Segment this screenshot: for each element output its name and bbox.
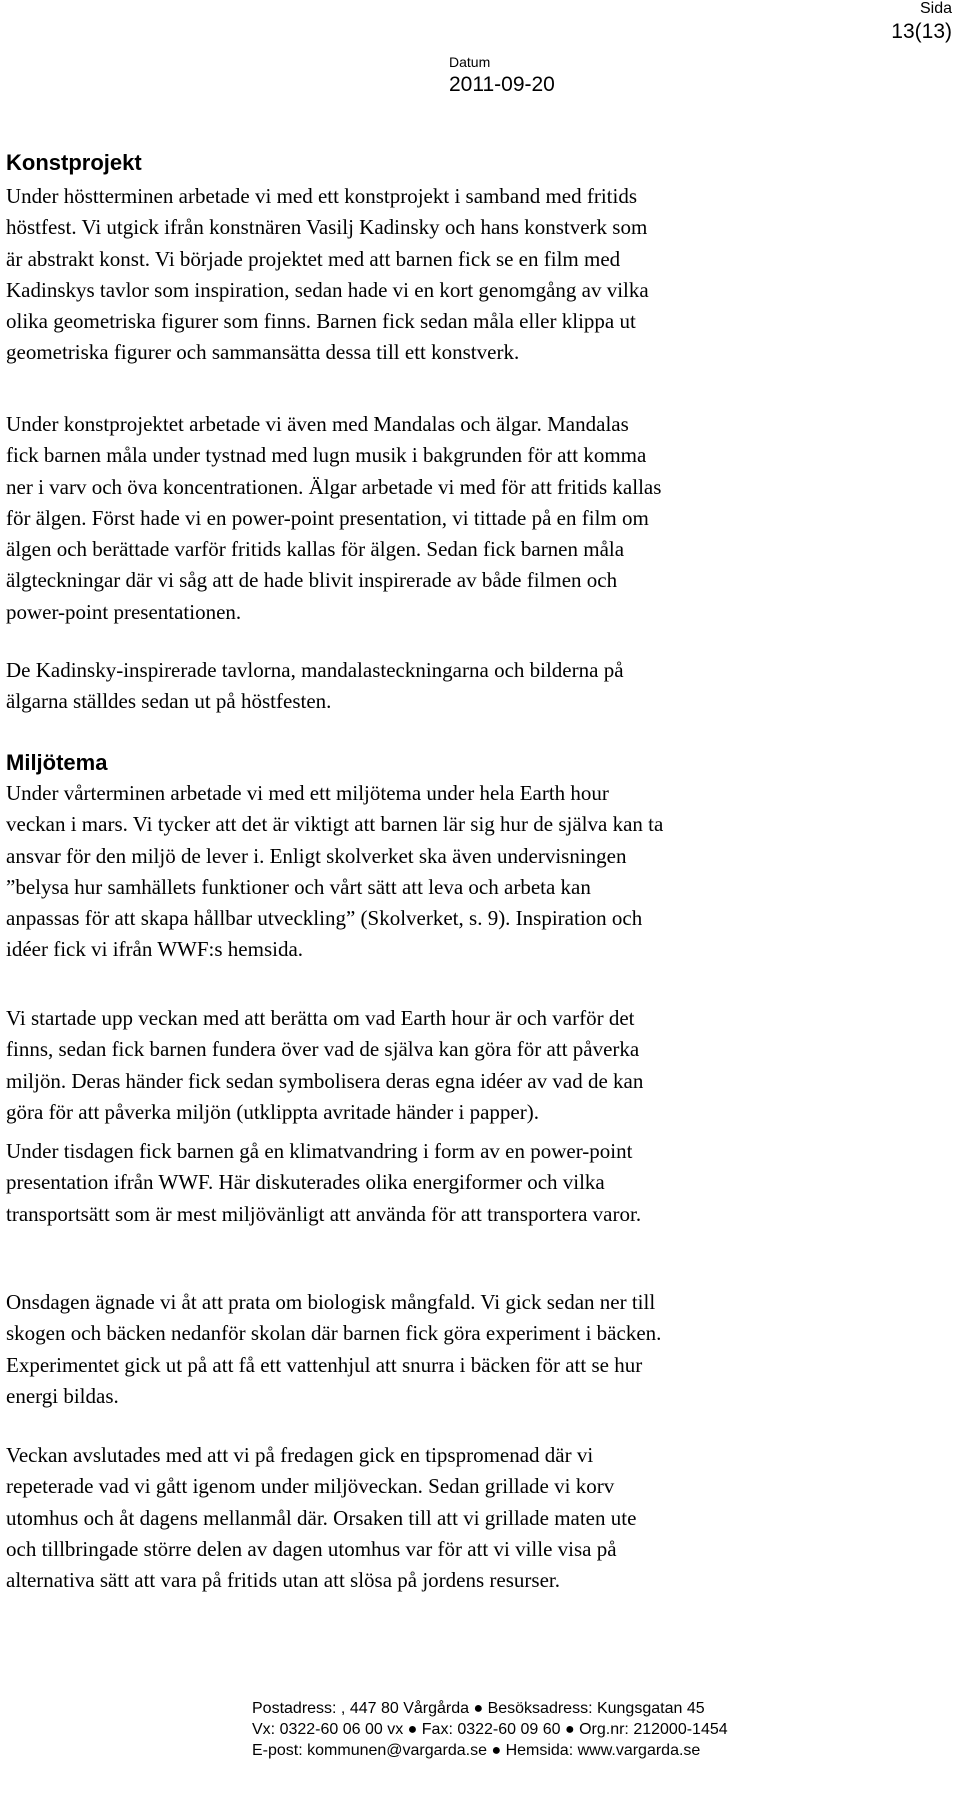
paragraph: Under höstterminen arbetade vi med ett konstprojekt i samband med fritids höstfest. Vi utgick ifrån konstnären Vasilj Kadinsky och hans konstverk som är abstrakt konst. Vi började projektet med att barnen fick se en film med Kadinskys tavlor som inspiration, sedan hade vi en kort genomgång av vilka olika geometriska figurer som finns. Barnen fick sedan måla eller klippa ut geometriska figurer och sammansätta dessa till ett konstverk. xyxy=(6,184,649,365)
paragraph: Veckan avslutades med att vi på fredagen gick en tipspromenad där vi repeterade vad vi gått igenom under miljöveckan. Sedan grillade vi korv utomhus och åt dagens mellanmål där. Orsaken till att vi grillade maten ute och tillbringade större delen av dagen utomhus var för att vi ville visa på alternativa sätt att vara på fritids utan att slösa på jordens resurser. xyxy=(6,1443,637,1593)
paragraph: Under vårterminen arbetade vi med ett miljötema under hela Earth hour veckan i mars. Vi tycker att det är viktigt att barnen lär sig hur de själva kan ta ansvar för den miljö de lever i. Enligt skolverket ska även undervisningen ”belysa hur samhällets funktioner och vårt sätt att leva och arbeta kan anpassas för att skapa hållbar utveckling” (Skolverket, s. 9). Inspiration och idéer fick vi ifrån WWF:s hemsida. xyxy=(6,781,664,962)
footer-contact-line: E-post: kommunen@vargarda.se ● Hemsida: www.vargarda.se xyxy=(252,1742,701,1759)
date-label: Datum xyxy=(449,54,491,70)
paragraph: Onsdagen ägnade vi åt att prata om biologisk mångfald. Vi gick sedan ner till skogen och bäcken nedanför skolan där barnen fick göra experiment i bäcken. Experimentet gick ut på att få ett vattenhjul att snurra i bäcken för att se hur energi bildas. xyxy=(6,1290,662,1408)
paragraph: Under konstprojektet arbetade vi även med Mandalas och älgar. Mandalas fick barnen måla under tystnad med lugn musik i bakgrunden för att komma ner i varv och öva koncentrationen. Älgar arbetade vi med för att fritids kallas för älgen. Först hade vi en power-point presentation, vi tittade på en film om älgen och berättade varför fritids kallas för älgen. Sedan fick barnen måla älgteckningar där vi såg att de hade blivit inspirerade av både filmen och power-point presentationen. xyxy=(6,412,662,624)
section-heading-miljotema: Miljötema xyxy=(6,750,108,775)
paragraph: De Kadinsky-inspirerade tavlorna, mandalasteckningarna och bilderna på älgarna ställdes sedan ut på höstfesten. xyxy=(6,658,624,714)
footer-phone-line: Vx: 0322-60 06 00 vx ● Fax: 0322-60 09 60 ● Org.nr: 212000-1454 xyxy=(252,1721,728,1738)
section-heading-konstprojekt: Konstprojekt xyxy=(6,150,142,175)
paragraph: Under tisdagen fick barnen gå en klimatvandring i form av en power-point presentation ifrån WWF. Här diskuterades olika energiformer och vilka transportsätt som är mest miljövänligt att använda för att transportera varor. xyxy=(6,1139,642,1226)
page-footer xyxy=(252,1698,728,1761)
page-number: 13(13) xyxy=(891,20,952,43)
paragraph: Vi startade upp veckan med att berätta om vad Earth hour är och varför det finns, sedan fick barnen fundera över vad de själva kan göra för att påverka miljön. Deras händer fick sedan symbolisera deras egna idéer av vad de kan göra för att påverka miljön (utklippta avritade händer i papper). xyxy=(6,1006,644,1124)
page-label: Sida xyxy=(919,0,952,17)
date-value: 2011-09-20 xyxy=(449,73,555,96)
footer-address-line: Postadress: , 447 80 Vårgårda ● Besöksadress: Kungsgatan 45 xyxy=(252,1700,705,1717)
